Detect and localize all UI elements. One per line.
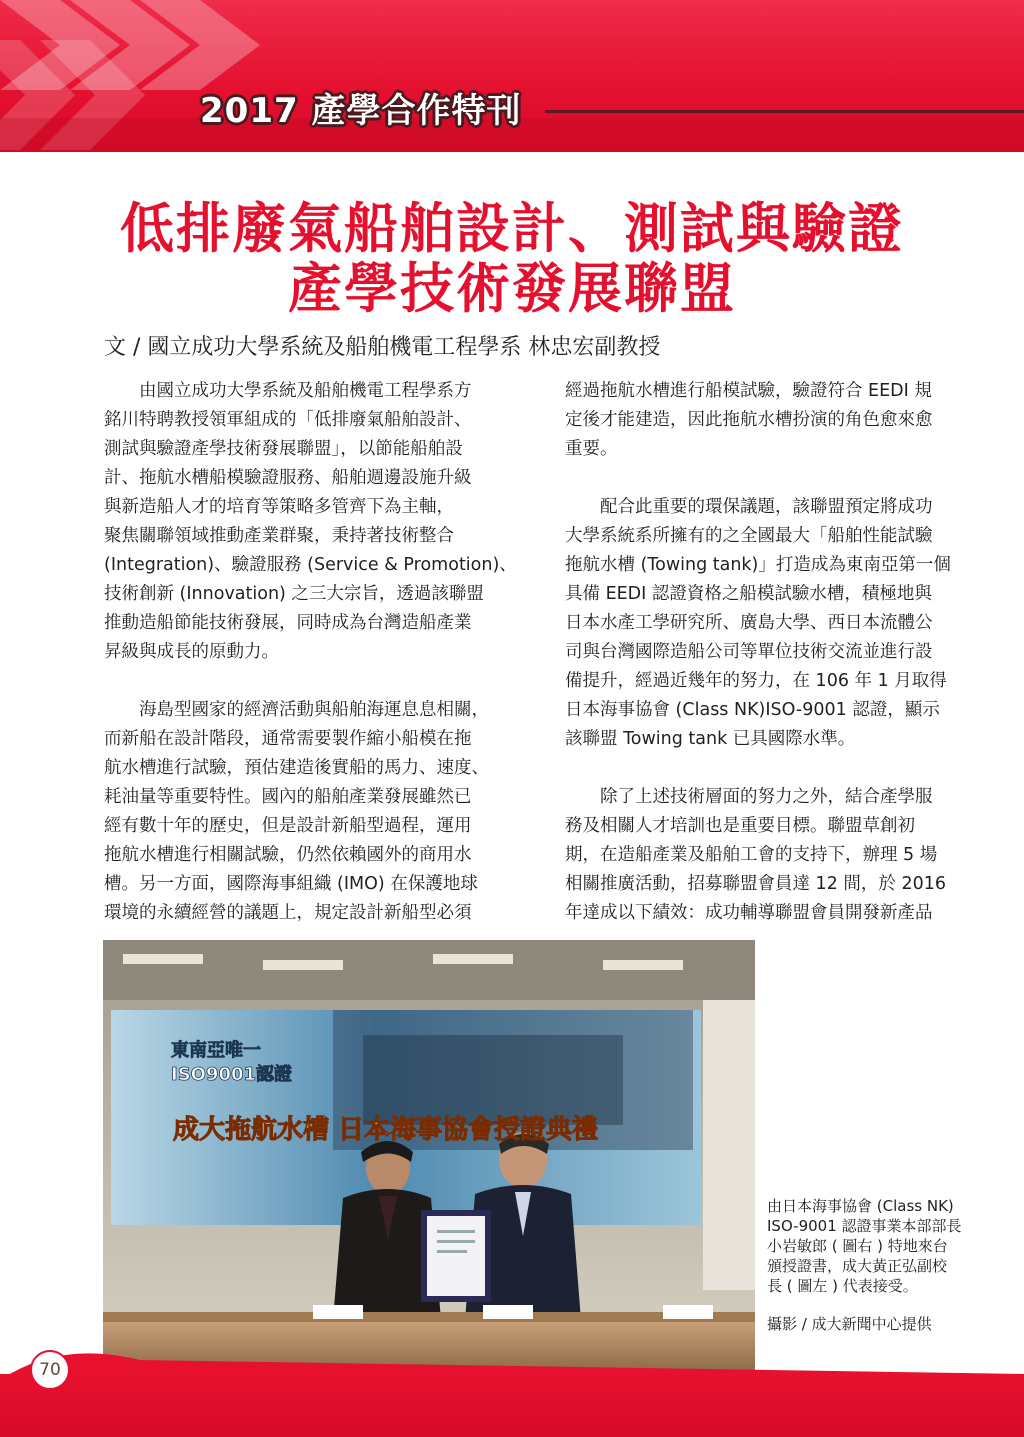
text-line: 測試與驗證產學技術發展聯盟」，以節能船舶設 xyxy=(104,439,463,459)
banner-line2: ISO9001認證 xyxy=(171,1064,293,1085)
text-line: 航水槽進行試驗，預估建造後實船的馬力、速度、 xyxy=(104,758,489,778)
text-line: 日本水產工學研究所、廣島大學、西日本流體公 xyxy=(565,613,933,633)
text-line: 配合此重要的環保議題，該聯盟預定將成功 xyxy=(565,497,933,517)
caption-line: 長 ( 圖左 ) 代表接受。 xyxy=(767,1277,918,1295)
text-line: 重要。 xyxy=(565,439,618,459)
right-paragraph-3 xyxy=(565,783,985,928)
text-line: 由國立成功大學系統及船舶機電工程學系方 xyxy=(104,381,472,401)
text-line: 計、拖航水槽船模驗證服務、船舶週邊設施升級 xyxy=(104,468,472,488)
caption-line: ISO-9001 認證事業本部部長 xyxy=(767,1217,962,1235)
byline: 文 / 國立成功大學系統及船舶機電工程學系 林忠宏副教授 xyxy=(104,335,661,360)
banner-main: 成大拖航水槽 日本海事協會授證典禮 xyxy=(173,1115,599,1145)
footer-swoosh-decoration xyxy=(0,1340,1024,1380)
ceremony-photo xyxy=(103,940,755,1372)
caption-line: 頒授證書，成大黃正弘副校 xyxy=(767,1257,948,1275)
header-title: 2017 產學合作特刊 xyxy=(200,91,522,131)
text-line: 日本海事協會 (Class NK)ISO-9001 認證，顯示 xyxy=(565,700,940,720)
header-banner xyxy=(0,0,1024,152)
article-title-line1: 低排廢氣船舶設計、測試與驗證 xyxy=(120,197,904,260)
text-line: 耗油量等重要特性。國內的船舶產業發展雖然已 xyxy=(104,787,472,807)
text-line: 經有數十年的歷史，但是設計新船型過程，運用 xyxy=(104,816,472,836)
text-line: 與新造船人才的培育等策略多管齊下為主軸， xyxy=(104,497,454,517)
text-line: 推動造船節能技術發展，同時成為台灣造船產業 xyxy=(104,613,472,633)
text-line: 經過拖航水槽進行船模試驗，驗證符合 EEDI 規 xyxy=(565,381,932,401)
header-rule xyxy=(545,110,1024,113)
text-line: 昇級與成長的原動力。 xyxy=(104,642,279,662)
text-line: 而新船在設計階段，通常需要製作縮小船模在拖 xyxy=(104,729,472,749)
text-line: 拖航水槽 (Towing tank)」打造成為東南亞第一個 xyxy=(565,555,951,575)
text-line: 拖航水槽進行相關試驗，仍然依賴國外的商用水 xyxy=(104,845,472,865)
photo-caption xyxy=(767,1196,987,1296)
text-line: 技術創新 (Innovation) 之三大宗旨，透過該聯盟 xyxy=(104,584,484,604)
text-line: 大學系統系所擁有的之全國最大「船舶性能試驗 xyxy=(565,526,933,546)
text-line: 該聯盟 Towing tank 已具國際水準。 xyxy=(565,729,856,749)
left-paragraph-2 xyxy=(104,696,524,928)
text-line: 除了上述技術層面的努力之外，結合產學服 xyxy=(565,787,933,807)
text-line: 具備 EEDI 認證資格之船模試驗水槽，積極地與 xyxy=(565,584,932,604)
photo-credit: 攝影 / 成大新聞中心提供 xyxy=(767,1315,932,1333)
text-line: 環境的永續經營的議題上，規定設計新船型必須 xyxy=(104,903,472,923)
article-title-line2: 產學技術發展聯盟 xyxy=(288,257,736,320)
text-line: 備提升，經過近幾年的努力，在 106 年 1 月取得 xyxy=(565,671,947,691)
ceremony-photo-illustration xyxy=(103,940,755,1372)
footer-band xyxy=(0,1374,1024,1437)
right-paragraph-2 xyxy=(565,493,985,754)
text-line: 期，在造船產業及船舶工會的支持下，辦理 5 場 xyxy=(565,845,938,865)
text-line: 定後才能建造，因此拖航水槽扮演的角色愈來愈 xyxy=(565,410,933,430)
caption-line: 由日本海事協會 (Class NK) xyxy=(767,1197,954,1215)
banner-line1: 東南亞唯一 xyxy=(171,1040,261,1061)
text-line: 槽。另一方面，國際海事組織 (IMO) 在保護地球 xyxy=(104,874,478,894)
left-paragraph-1 xyxy=(104,377,524,667)
text-line: 海島型國家的經濟活動與船舶海運息息相關， xyxy=(104,700,489,720)
right-column xyxy=(565,377,985,928)
left-column xyxy=(104,377,524,928)
text-line: 相關推廣活動，招募聯盟會員達 12 間，於 2016 xyxy=(565,874,946,894)
text-line: (Integration)、驗證服務 (Service & Promotion)、 xyxy=(104,555,517,575)
caption-line: 小岩敏郎 ( 圖右 ) 特地來台 xyxy=(767,1237,948,1255)
page-number: 70 xyxy=(30,1350,70,1390)
text-line: 聚焦關聯領域推動產業群聚，秉持著技術整合 xyxy=(104,526,454,546)
text-line: 年達成以下績效：成功輔導聯盟會員開發新產品 xyxy=(565,903,933,923)
text-line: 務及相關人才培訓也是重要目標。聯盟草創初 xyxy=(565,816,915,836)
text-line: 司與台灣國際造船公司等單位技術交流並進行設 xyxy=(565,642,933,662)
text-line: 銘川特聘教授領軍組成的「低排廢氣船舶設計、 xyxy=(104,410,472,430)
right-paragraph-1 xyxy=(565,377,985,464)
